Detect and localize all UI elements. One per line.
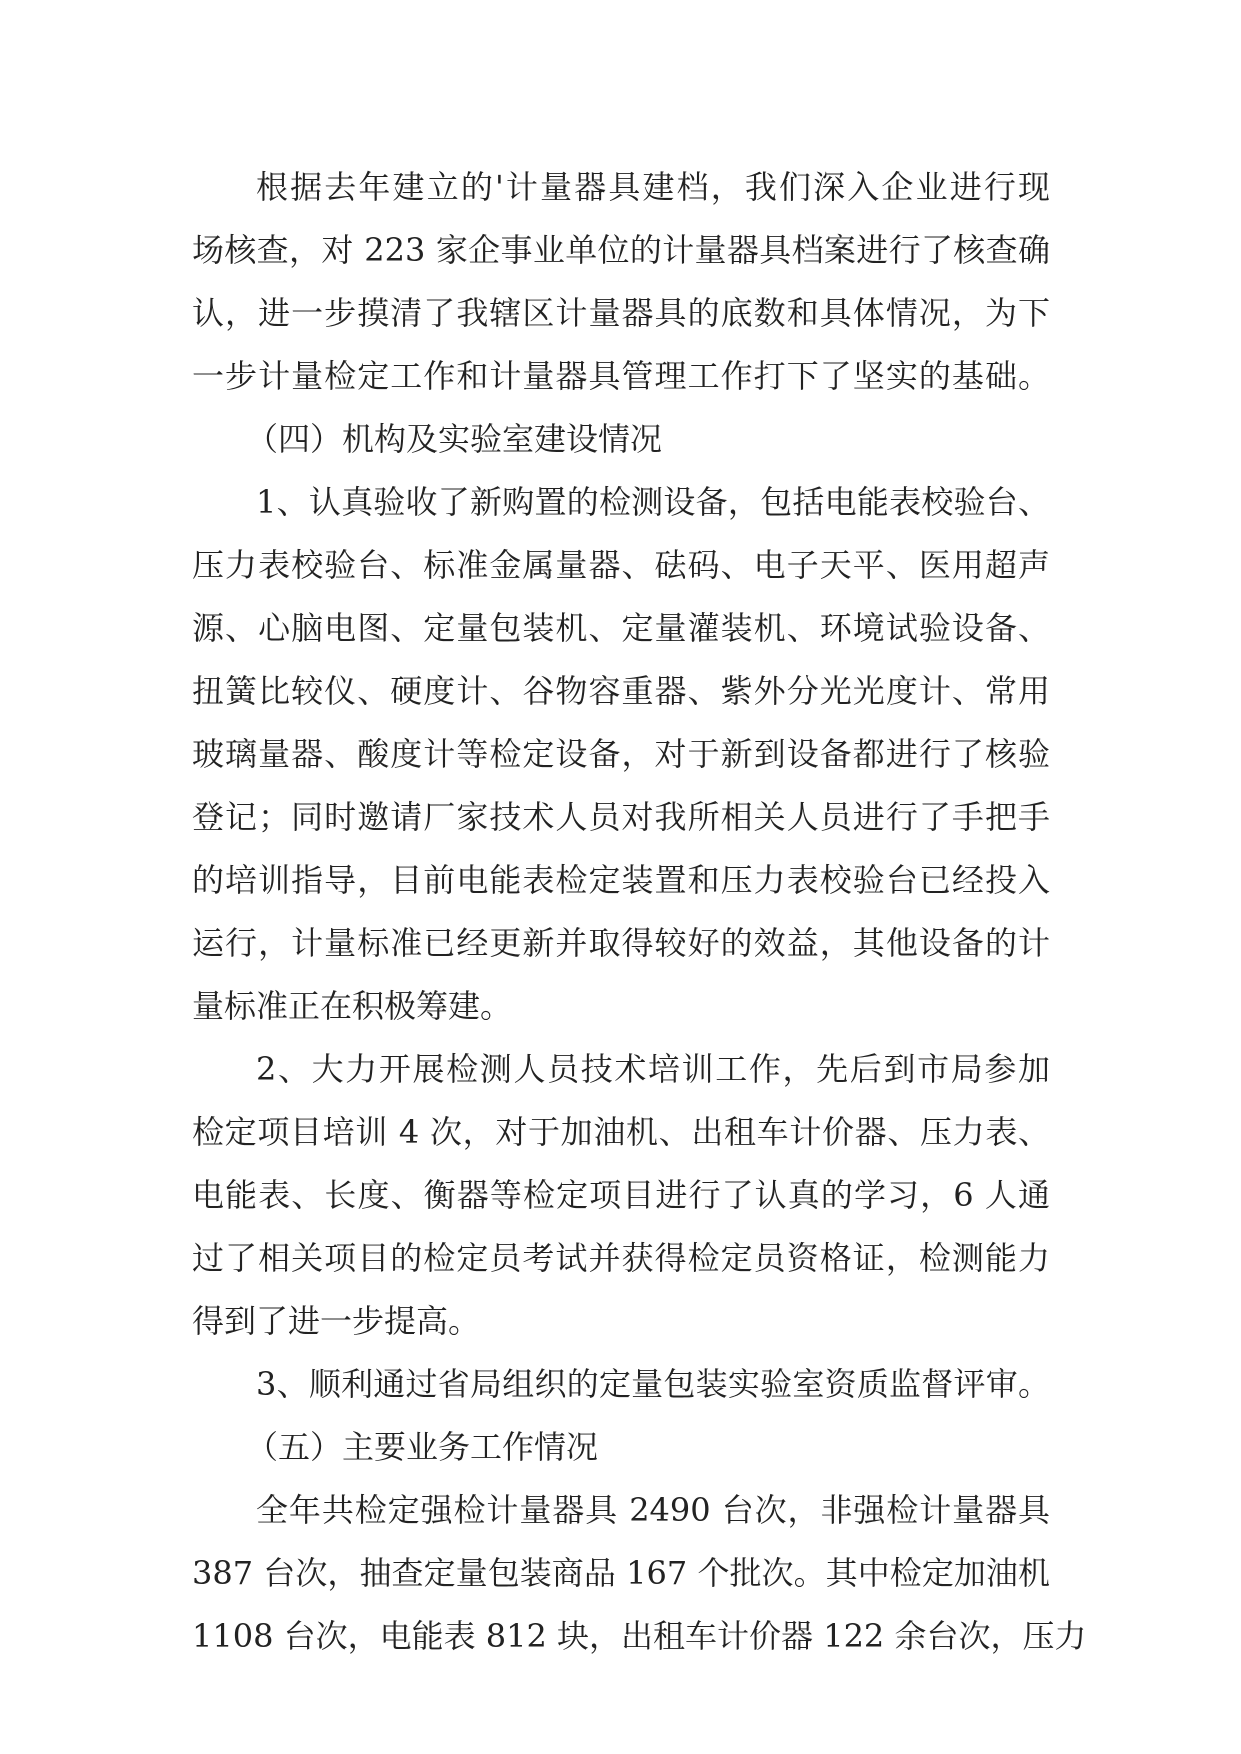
paragraph-line: 压力表校验台、标准金属量器、砝码、电子天平、医用超声 [192,546,1050,584]
paragraph-line: 电能表、长度、衡器等检定项目进行了认真的学习，6 人通 [192,1176,1050,1214]
paragraph-line: 认，进一步摸清了我辖区计量器具的底数和具体情况，为下 [192,294,1050,332]
paragraph-line: 源、心脑电图、定量包装机、定量灌装机、环境试验设备、 [192,609,1050,647]
paragraph-line: 的培训指导，目前电能表检定装置和压力表校验台已经投入 [192,861,1050,899]
paragraph-line: 根据去年建立的'计量器具建档，我们深入企业进行现 [256,168,1050,206]
paragraph-line: 2、大力开展检测人员技术培训工作，先后到市局参加 [256,1050,1050,1088]
paragraph-line: 检定项目培训 4 次，对于加油机、出租车计价器、压力表、 [192,1113,1050,1151]
paragraph-line: 过了相关项目的检定员考试并获得检定员资格证，检测能力 [192,1239,1050,1277]
paragraph-line: 1108 台次，电能表 812 块，出租车计价器 122 余台次，压力 [192,1617,1087,1655]
section-heading: （四）机构及实验室建设情况 [246,420,663,458]
paragraph-line: 玻璃量器、酸度计等检定设备，对于新到设备都进行了核验 [192,735,1050,773]
paragraph-line: 登记；同时邀请厂家技术人员对我所相关人员进行了手把手 [192,798,1050,836]
paragraph-line: 扭簧比较仪、硬度计、谷物容重器、紫外分光光度计、常用 [192,672,1050,710]
paragraph-line: 1、认真验收了新购置的检测设备，包括电能表校验台、 [256,483,1050,521]
paragraph-line: 得到了进一步提高。 [192,1302,481,1340]
paragraph-line: 量标准正在积极筹建。 [192,987,513,1025]
paragraph-line: 全年共检定强检计量器具 2490 台次，非强检计量器具 [256,1491,1050,1529]
paragraph-line: 3、顺利通过省局组织的定量包装实验室资质监督评审。 [256,1365,1050,1403]
paragraph-line: 运行，计量标准已经更新并取得较好的效益，其他设备的计 [192,924,1050,962]
paragraph-line: 387 台次，抽查定量包装商品 167 个批次。其中检定加油机 [192,1554,1050,1592]
section-heading: （五）主要业务工作情况 [246,1428,599,1466]
paragraph-line: 一步计量检定工作和计量器具管理工作打下了坚实的基础。 [192,357,1050,395]
paragraph-line: 场核查，对 223 家企事业单位的计量器具档案进行了核查确 [192,231,1050,269]
